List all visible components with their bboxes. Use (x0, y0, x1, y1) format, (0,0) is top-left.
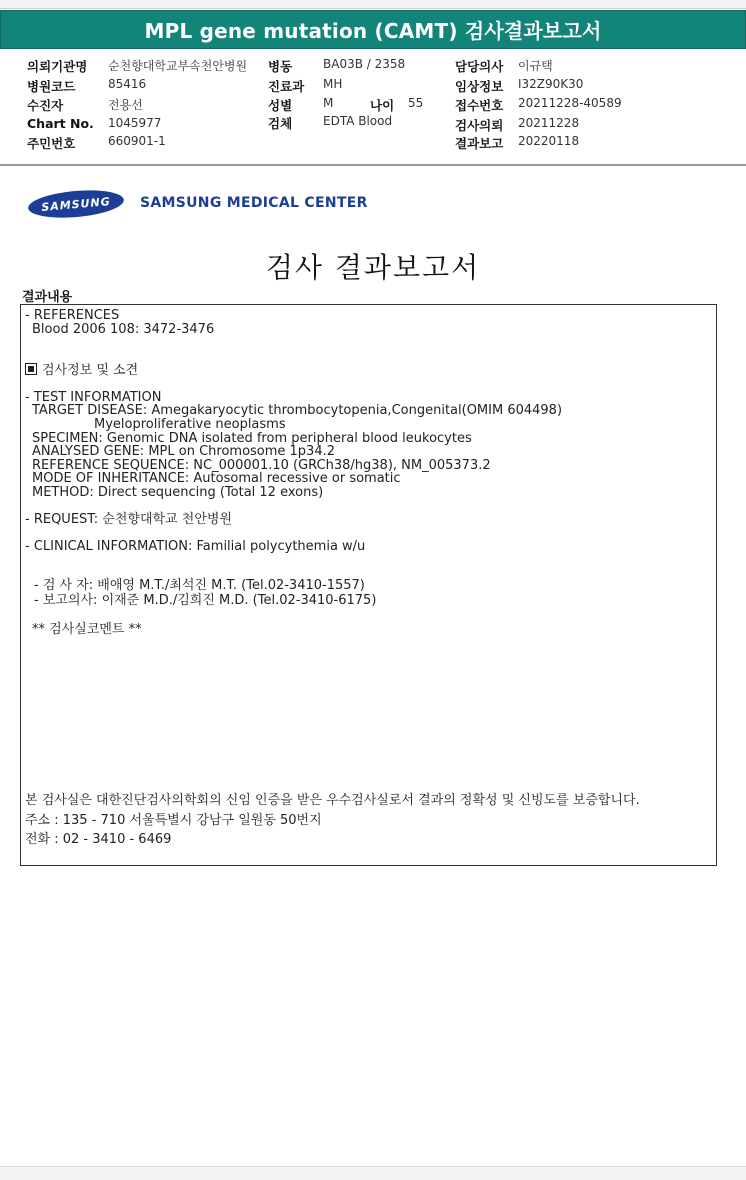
clinical-info-label: 임상정보 (455, 79, 504, 94)
results-box (20, 304, 717, 866)
hospital-code-value: 85416 (108, 77, 147, 91)
accession-number-value: 20211228-40589 (518, 96, 622, 110)
department-value: MH (323, 77, 343, 91)
samsung-logo (28, 188, 428, 222)
samsung-logo-text: SAMSUNG (40, 194, 112, 214)
reference-sequence-line: REFERENCE SEQUENCE: NC_000001.10 (GRCh38/hg38), NM_005373.2 (32, 458, 491, 473)
requesting-institution-value: 순천향대학교부속천안병원 (108, 59, 248, 73)
hospital-code-label: 병원코드 (27, 79, 76, 94)
specimen-label: 검체 (268, 116, 293, 131)
findings-header-text: 검사정보 및 소견 (42, 363, 139, 378)
top-border (0, 0, 746, 9)
test-info-header: - TEST INFORMATION (25, 390, 162, 405)
chart-number-label: Chart No. (27, 116, 94, 131)
report-date-value: 20220118 (518, 134, 580, 148)
department-label: 진료과 (268, 79, 305, 94)
bottom-border (0, 1166, 746, 1180)
report-date-label: 결과보고 (455, 136, 504, 151)
resident-number-value: 660901-1 (108, 134, 166, 148)
patient-info-panel (0, 52, 746, 162)
resident-number-label: 주민번호 (27, 136, 76, 151)
phone-line: 전화 : 02 - 3410 - 6469 (25, 832, 172, 847)
ward-value: BA03B / 2358 (323, 57, 406, 71)
inheritance-line: MODE OF INHERITANCE: Autosomal recessive or somatic (32, 471, 401, 486)
references-line: Blood 2006 108: 3472-3476 (32, 322, 215, 337)
checkbox-icon (25, 363, 37, 375)
target-disease-secondary: Myeloproliferative neoplasms (94, 417, 286, 432)
tester-line: - 검 사 자: 배애영 M.T./최석진 M.T. (Tel.02-3410-1557) (34, 578, 365, 593)
sex-label: 성별 (268, 98, 293, 113)
target-disease: TARGET DISEASE: Amegakaryocytic thrombocytopenia,Congenital(OMIM 604498) (32, 403, 563, 418)
report-title-bar (0, 10, 746, 49)
specimen-line: SPECIMEN: Genomic DNA isolated from peripheral blood leukocytes (32, 431, 472, 446)
clinical-information-line: - CLINICAL INFORMATION: Familial polycythemia w/u (25, 539, 366, 554)
sex-value: M (323, 96, 334, 110)
comment-header: ** 검사실코멘트 ** (32, 622, 142, 637)
results-section-label: 결과내용 (22, 290, 73, 305)
physician-value: 이규택 (518, 59, 553, 73)
patient-name-label: 수진자 (27, 98, 64, 113)
findings-header (25, 363, 138, 378)
requesting-institution-label: 의뢰기관명 (27, 59, 88, 74)
address-line: 주소 : 135 - 710 서울특별시 강남구 일원동 50번지 (25, 813, 322, 828)
samsung-logo-ellipse (27, 187, 125, 221)
age-label: 나이 (370, 98, 395, 113)
specimen-value: EDTA Blood (323, 114, 393, 128)
certification-line: 본 검사실은 대한진단검사의학회의 신임 인증을 받은 우수검사실로서 결과의 정확성 및 신빙도를 보증합니다. (25, 793, 640, 808)
method-line: METHOD: Direct sequencing (Total 12 exons) (32, 485, 324, 500)
references-header: - REFERENCES (25, 308, 120, 323)
request-line: - REQUEST: 순천향대학교 천안병원 (25, 512, 233, 527)
medical-center-name: SAMSUNG MEDICAL CENTER (140, 195, 368, 211)
accession-number-label: 접수번호 (455, 98, 504, 113)
request-date-label: 검사의뢰 (455, 118, 504, 133)
request-date-value: 20211228 (518, 116, 580, 130)
patient-name-value: 전용선 (108, 98, 143, 112)
divider (0, 164, 746, 166)
physician-label: 담당의사 (455, 59, 504, 74)
analysed-gene-line: ANALYSED GENE: MPL on Chromosome 1p34.2 (32, 444, 336, 459)
document-title: 검사 결과보고서 (265, 251, 481, 284)
age-value: 55 (408, 96, 424, 110)
ward-label: 병동 (268, 59, 293, 74)
reporter-line: - 보고의사: 이재준 M.D./김희진 M.D. (Tel.02-3410-6175) (34, 593, 377, 608)
chart-number-value: 1045977 (108, 116, 162, 130)
report-title: MPL gene mutation (CAMT) 검사결과보고서 (144, 19, 602, 43)
clinical-info-value: I32Z90K30 (518, 77, 584, 91)
